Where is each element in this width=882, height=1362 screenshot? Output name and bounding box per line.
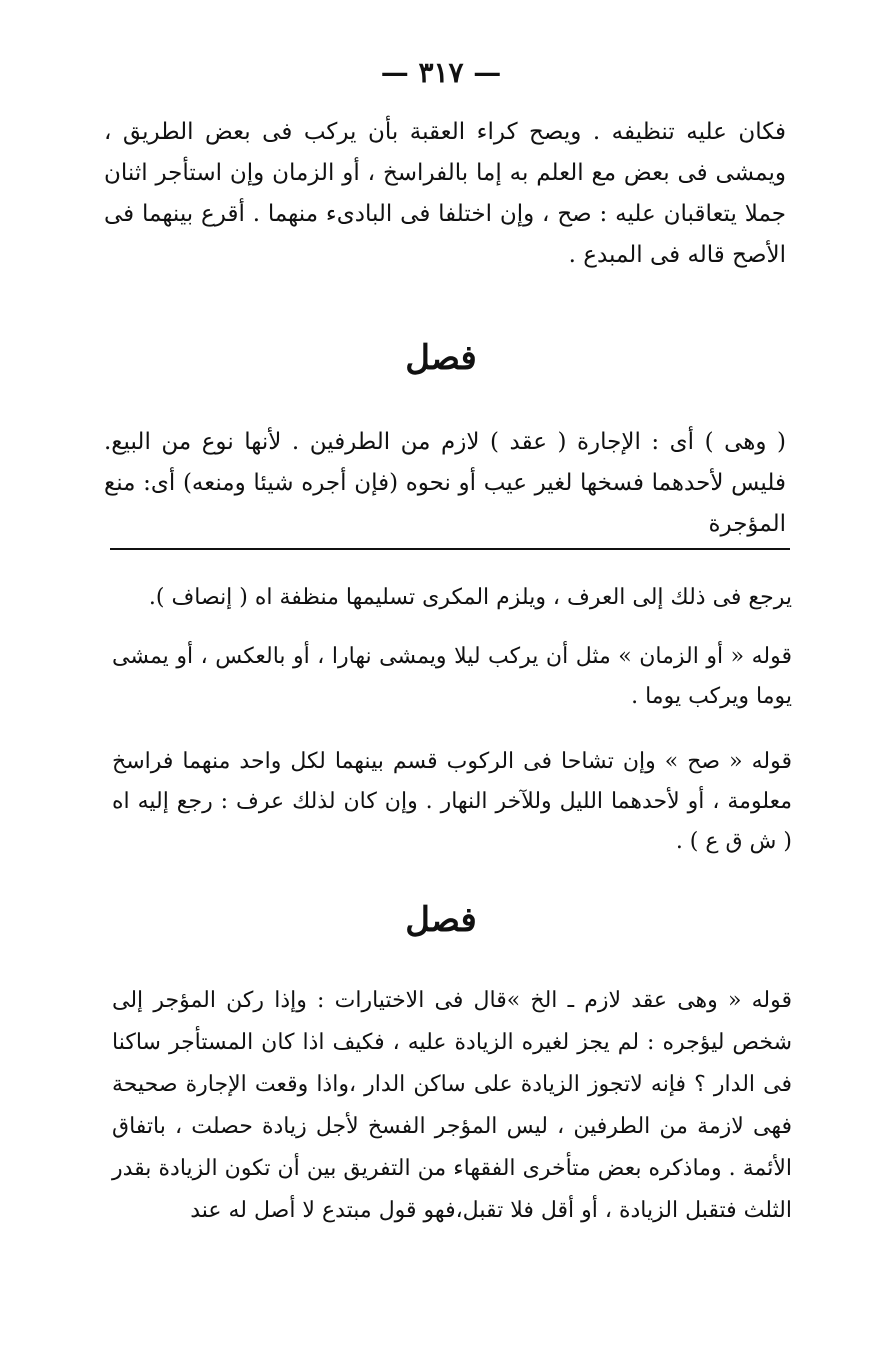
page-number: — ٣١٧ —: [380, 56, 502, 89]
footnote-paragraph-3: قوله « صح » وإن تشاحا فى الركوب قسم بينهما لكل واحد منهما فراسخ معلومة ، أو لأحدهما الليل وللآخر النهار . وإن كان لذلك عرف : رجع إليه اه ( ش ق ع ) .: [112, 749, 792, 854]
main-paragraph-2: ( وهى ) أى : الإجارة ( عقد ) لازم من الطرفين . لأنها نوع من البيع. فليس لأحدهما فسخها لغير عيب أو نحوه (فإن أجره شيئا ومنعه) أى: منع المؤجرة: [104, 429, 786, 537]
section-heading-2: فصل: [405, 900, 477, 940]
footnote-paragraph-2: قوله « أو الزمان » مثل أن يركب ليلا ويمشى نهارا ، أو بالعكس ، أو يمشى يوما ويركب يوما .: [112, 644, 792, 709]
section-heading-1: فصل: [405, 338, 477, 378]
footnote-divider: [110, 548, 790, 550]
footnote-paragraph-1: يرجع فى ذلك إلى العرف ، ويلزم المكرى تسليمها منظفة اه ( إنصاف ).: [148, 585, 792, 610]
main-paragraph-1: فكان عليه تنظيفه . ويصح كراء العقبة بأن يركب فى بعض الطريق ، ويمشى فى بعض مع العلم به إما بالفراسخ ، أو الزمان وإن استأجر اثنان جملا يتعاقبان عليه : صح ، وإن اختلفا فى البادىء منهما . أقرع بينهما فى الأصح قاله فى المبدع .: [104, 119, 786, 268]
footnote-paragraph-4: قوله « وهى عقد لازم ـ الخ »قال فى الاختيارات : وإذا ركن المؤجر إلى شخص ليؤجره : لم يجز لغيره الزيادة عليه ، فكيف اذا كان المستأجر ساكنا فى الدار ؟ فإنه لاتجوز الزيادة على ساكن الدار ،واذا وقعت الإجارة صحيحة فهى لازمة من الطرفين ، ليس المؤجر الفسخ لأجل زيادة حصلت ، باتفاق الأئمة . وماذكره بعض متأخرى الفقهاء من التفريق بين أن تكون الزيادة بقدر الثلث فتقبل الزيادة ، أو أقل فلا تقبل،فهو قول مبتدع لا أصل له عند: [112, 988, 792, 1223]
